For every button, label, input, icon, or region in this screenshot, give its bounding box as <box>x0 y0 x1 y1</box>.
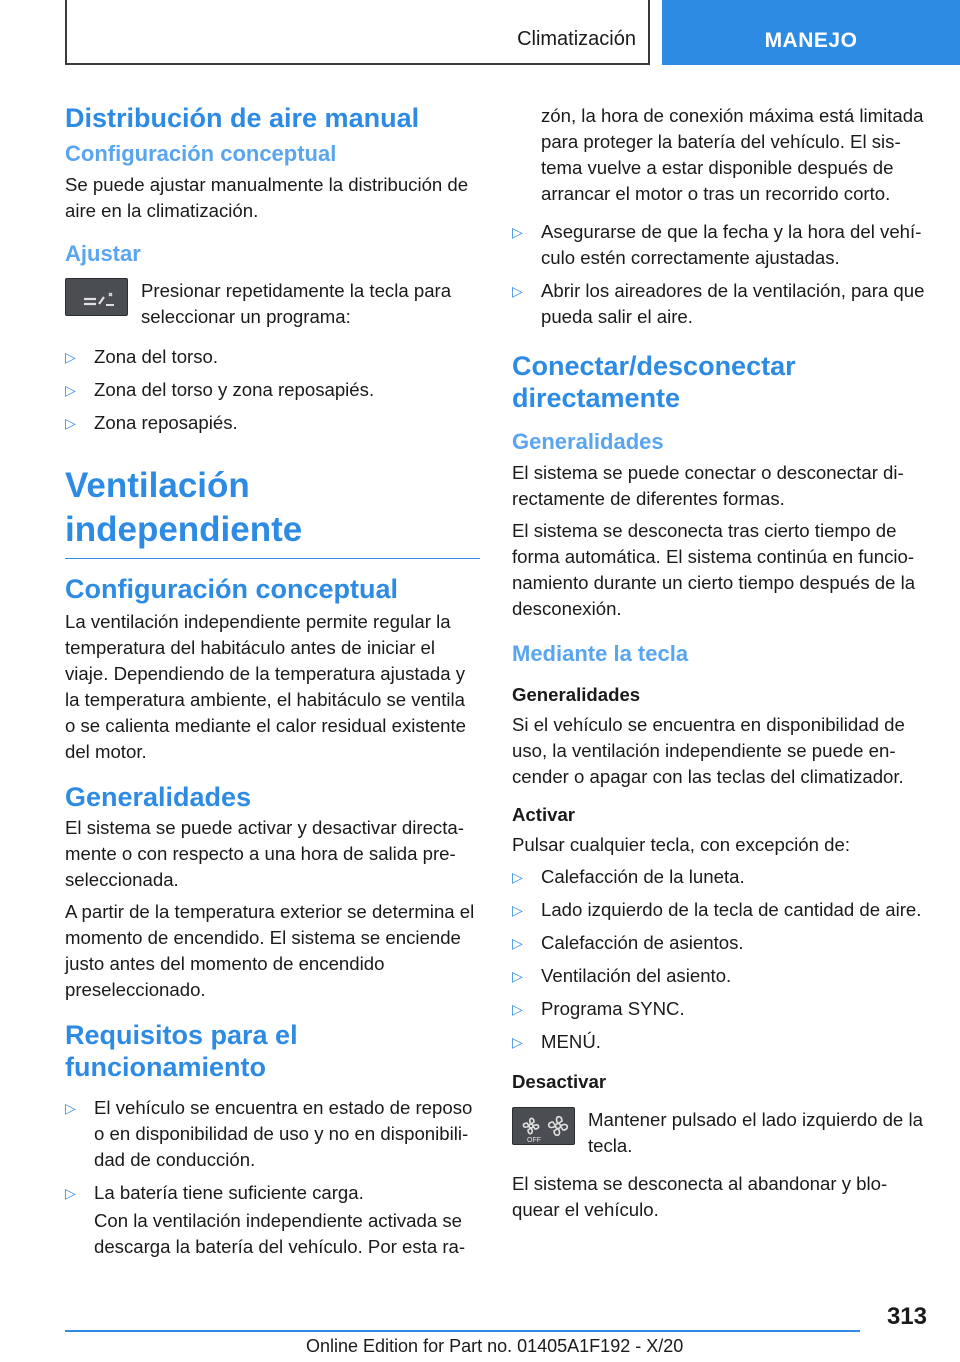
paragraph-right-general-1: El sistema se puede conectar o desconectar directamente de diferentes formas. <box>512 462 904 509</box>
bullet-triangle-icon: ▷ <box>65 1185 76 1201</box>
fan-off-key-icon <box>512 1107 575 1145</box>
deactivate-instruction <box>512 1107 927 1163</box>
paragraph-right-general-2: El sistema se desconecta tras cierto tiempo de forma automática. El sistema continúa en funcionamiento durante un cierto tiempo después de la desconexión. <box>512 520 916 619</box>
subheading-deactivate: Desactivar <box>512 1071 607 1092</box>
list-item: ▷ Ventilación del asiento. <box>512 963 927 989</box>
chapter-heading: Ventilación independiente <box>65 464 480 559</box>
chapter-tab[interactable]: MANEJO <box>662 0 960 65</box>
adjust-text: Presionar repetidamente la tecla para seleccionar un programa: <box>141 280 452 327</box>
list-item: ▷ MENÚ. <box>512 1029 927 1055</box>
right-column <box>512 103 927 1229</box>
continued-list <box>512 219 927 330</box>
bullet-triangle-icon: ▷ <box>65 415 76 431</box>
list-item: ▷ Lado izquierdo de la tecla de cantidad de aire. <box>512 897 927 923</box>
heading-concept-2: Configuración conceptual <box>65 574 399 604</box>
subheading-activate: Activar <box>512 804 576 825</box>
paragraph-general-2: A partir de la temperatura exterior se determina el momento de encendido. El sistema se enciende justo antes del momento de encendido preseleccionado. <box>65 901 475 1000</box>
bullet-triangle-icon: ▷ <box>512 1034 523 1050</box>
heading-requirements: Requisitos para el funcionamiento <box>65 1020 298 1082</box>
bullet-triangle-icon: ▷ <box>512 902 523 918</box>
header-frame <box>65 0 650 65</box>
heading-connect: Conectar/desconectar directamente <box>512 351 796 413</box>
section-title: Climatización <box>517 28 636 50</box>
heading-general-right: Generalidades <box>512 429 664 454</box>
page-number: 313 <box>886 1303 927 1330</box>
heading-adjust: Ajustar <box>65 241 141 266</box>
subheading-key-general: Generalidades <box>512 684 641 705</box>
list-item: ▷ Asegurarse de que la fecha y la hora del vehículo estén correctamente ajustadas. <box>512 221 922 268</box>
list-item: ▷ Programa SYNC. <box>512 996 927 1022</box>
bullet-triangle-icon: ▷ <box>512 869 523 885</box>
heading-general: Generalidades <box>65 782 252 812</box>
list-item: ▷ Zona del torso. <box>65 344 480 370</box>
bullet-triangle-icon: ▷ <box>512 224 523 240</box>
left-column <box>65 98 480 1266</box>
paragraph-activate: Pulsar cualquier tecla, con excepción de: <box>512 834 850 855</box>
heading-key: Mediante la tecla <box>512 641 689 666</box>
adjust-list <box>65 344 480 436</box>
air-distribution-key-icon <box>65 278 128 316</box>
footer-divider <box>65 1330 860 1332</box>
bullet-triangle-icon: ▷ <box>512 968 523 984</box>
paragraph-concept: Se puede ajustar manualmente la distribución de aire en la climatización. <box>65 174 469 221</box>
heading-concept: Configuración conceptual <box>65 141 337 166</box>
adjust-instruction <box>65 278 480 334</box>
paragraph-final: El sistema se desconecta al abandonar y bloquear el vehículo. <box>512 1173 888 1220</box>
page-header <box>65 0 960 65</box>
list-item: ▷ El vehículo se encuentra en estado de reposo o en disponibilidad de uso y no en disponibilidad de conducción. <box>65 1097 473 1170</box>
activate-list <box>512 864 927 1055</box>
list-item: ▷ Zona reposapiés. <box>65 410 480 436</box>
off-label: OFF <box>527 1137 541 1144</box>
bullet-triangle-icon: ▷ <box>512 283 523 299</box>
heading-manual-distribution: Distribución de aire manual <box>65 103 420 133</box>
deactivate-text: Mantener pulsado el lado izquierdo de la tecla. <box>588 1109 923 1156</box>
list-item: ▷ Calefacción de la luneta. <box>512 864 927 890</box>
bullet-triangle-icon: ▷ <box>65 1100 76 1116</box>
paragraph-general-1: El sistema se puede activar y desactivar directamente o con respecto a una hora de salida preseleccionada. <box>65 817 464 890</box>
footer-edition: Online Edition for Part no. 01405A1F192 - X/20 <box>306 1336 684 1356</box>
bullet-triangle-icon: ▷ <box>65 349 76 365</box>
paragraph-concept-2: La ventilación independiente permite regular la temperatura del habitáculo antes de iniciar el viaje. Dependiendo de la temperatura ajustada y la temperatura ambiente, el habitáculo se ventila o se calienta mediante el calor residual existente del motor. <box>65 611 467 762</box>
list-item: ▷ Calefacción de asientos. <box>512 930 927 956</box>
continued-text: zón, la hora de conexión máxima está limitada para proteger la batería del vehículo. El sistema vuelve a estar disponible después de arrancar el motor o tras un recorrido corto. <box>541 105 924 204</box>
list-item: ▷ Zona del torso y zona reposapiés. <box>65 377 480 403</box>
bullet-triangle-icon: ▷ <box>512 935 523 951</box>
bullet-triangle-icon: ▷ <box>65 382 76 398</box>
paragraph-key-general: Si el vehículo se encuentra en disponibilidad de uso, la ventilación independiente se puede encender o apagar con las teclas del climatizador. <box>512 714 905 787</box>
bullet-triangle-icon: ▷ <box>512 1001 523 1017</box>
requirements-list <box>65 1095 480 1206</box>
list-item: ▷ La batería tiene suficiente carga. <box>65 1180 480 1206</box>
list-item: ▷ Abrir los aireadores de la ventilación, para que pueda salir el aire. <box>512 280 925 327</box>
requirements-note: Con la ventilación independiente activada se descarga la batería del vehículo. Por esta ra- <box>94 1210 466 1257</box>
